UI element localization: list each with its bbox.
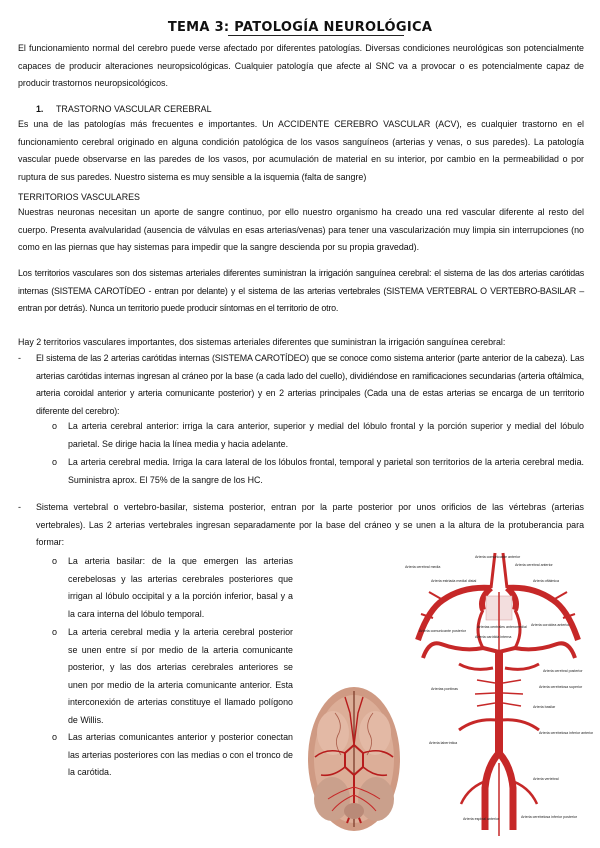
vertebral-item-basilar: La arteria basilar: de la que emergen las arterias cerebelosas y las arterias cerebrales posteriores que irrigan al lóbulo occipital y a la porción inferior, basal y a la cara interna del lóbulo temporal. <box>68 556 293 619</box>
circle-of-willis-diagram <box>403 548 593 838</box>
label-carotida-interna: Arteria carótida interna <box>475 635 512 639</box>
sub-bullet-marker: o <box>52 457 58 467</box>
sub-bullet-marker: o <box>52 732 58 742</box>
page-title: TEMA 3: PATOLOGÍA NEUROLÓGICA <box>167 20 433 35</box>
carotideo-text: El sistema de las 2 arterias carótidas internas (SISTEMA CAROTÍDEO) que se conoce como sistema anterior (parte anterior de la cabeza). Las arterias carótidas internas ingresan al cráneo por la base (a cada lado del cuello), dividiéndose en ramificaciones secundarias (arteria oftálmica, arteria coroidal anterior y arteria comunicante posterior) y en 2 arterias principales (Cada una de estas arterias se encarga de un territorio diferente del cerebro): <box>36 353 584 416</box>
vertebral-item-willis: La arteria cerebral media y la arteria cerebral posterior se unen entre sí por medio de la arteria comunicante posterior, y las dos arterias cerebrales anteriores se unen por medio de la arteria comunicante anterior. Esta interconexión de arterias constituye el llamado polígono de Willis. <box>68 627 293 725</box>
label-laberintica: Arteria laberíntica <box>429 741 458 745</box>
label-pontinas: Arterias pontinas <box>431 687 458 691</box>
label-vertebral: Arteria vertebral <box>533 777 559 781</box>
label-espinal-anterior: Arteria espinal anterior <box>463 817 500 821</box>
label-cerebral-media: Arteria cerebral media <box>405 565 441 569</box>
label-comunicante-posterior: Arteria comunicante posterior <box>419 629 466 633</box>
hay-paragraph: Hay 2 territorios vasculares importantes, dos sistemas arteriales diferentes que suministran la irrigación sanguínea cerebral: <box>18 337 506 347</box>
label-cerebral-anterior: Arteria cerebral anterior <box>515 563 553 567</box>
section-number: 1. <box>36 104 44 114</box>
title-underline <box>228 35 404 36</box>
label-cerebelosa-inferior-anterior: Arteria cerebelosa inferior anterior <box>539 731 593 735</box>
vertebral-text: Sistema vertebral o vertebro-basilar, sistema posterior, entran por la parte posterior por unos orificios de las vértebras (arterias vertebrales). Las 2 arterias vertebrales ingresan separadamente por la base del cráneo y se unen a la altura de la protuberancia para formar: <box>36 502 584 547</box>
intro-paragraph: El funcionamiento normal del cerebro puede verse afectado por diferentes patologías. Diversas condiciones neurológicas son potencialmente capaces de producir alteraciones neuropsicológicas. Cualquier patología que afecte al SNC va a provocar o es potencialmente capaz de producir trastornos neuropsicológicos. <box>18 43 584 88</box>
label-cerebelosa-inferior-posterior: Arteria cerebelosa inferior posterior <box>521 815 578 819</box>
section1-paragraph: Es una de las patologías más frecuentes e importantes. Un ACCIDENTE CEREBRO VASCULAR (ACV), es cualquier trastorno en el funcionamiento cerebral originado en alguna condición patológica de los vasos sanguíneos (arterias y venas, o sus paredes). La patología vascular puede observarse en las paredes de los vasos, por acumulación de material en su interior, por cambio en la permeabilidad o por ruptura de sus paredes. Nuestro sistema es muy sensible a la isquemia (falta de sangre) <box>18 119 584 182</box>
brain-base-photo <box>305 683 403 833</box>
label-estriada-medial: Arteria estriada medial distal <box>431 579 477 583</box>
list-dash-carotideo: - <box>18 353 21 363</box>
label-centrales-anteromedial: Arterias centrales anteromedial <box>477 625 527 629</box>
label-comunicante-anterior: Arteria comunicante anterior <box>475 555 521 559</box>
label-oftalmica: Arteria oftálmica <box>533 579 559 583</box>
territorios-paragraph: Nuestras neuronas necesitan un aporte de sangre continuo, por ello nuestro organismo ha creado una red vascular diferente al resto del cuerpo. Presenta avalvularidad (ausencia de válvulas en esas arterias/venas) para tener una vascularización muy limpia sin interrupciones (no como en las piernas que hay sistemas para impedir que la sangre descienda por su propia gravedad). <box>18 207 584 252</box>
carotideo-item-media: La arteria cerebral media. Irriga la cara lateral de los lóbulos frontal, temporal y parietal son territorios de la arteria cerebral media. Suministra aprox. El 75% de la sangre de los HC. <box>68 457 584 485</box>
sub-bullet-marker: o <box>52 556 58 566</box>
sistemas-paragraph: Los territorios vasculares son dos sistemas arteriales diferentes suministran la irrigación sanguínea cerebral: el sistema de las dos arterias carótidas internas (SISTEMA CAROTÍDEO - entran por delante) y el sistema de las arterias vertebrales (SISTEMA VERTEBRAL O VERTEBRO-BASILAR – entran por detrás). Nunca un territorio puede producir síntomas en el territorio de otro. <box>18 268 584 313</box>
list-dash-vertebral: - <box>18 502 21 512</box>
sub-bullet-marker: o <box>52 627 58 637</box>
label-cerebelosa-superior: Arteria cerebelosa superior <box>539 685 583 689</box>
label-basilar: Arteria basilar <box>533 705 556 709</box>
sub-bullet-marker: o <box>52 421 58 431</box>
section-heading: TRASTORNO VASCULAR CEREBRAL <box>56 104 212 114</box>
carotideo-item-anterior: La arteria cerebral anterior: irriga la cara anterior, superior y medial del lóbulo frontal y la porción superior y medial del lóbulo parietal. Se dirige hacia la línea media y hacia adelante. <box>68 421 584 449</box>
subheading-territorios: TERRITORIOS VASCULARES <box>18 192 140 202</box>
label-coroidea-anterior: Arteria coroidea anterior <box>531 623 570 627</box>
label-cerebral-posterior: Arteria cerebral posterior <box>543 669 583 673</box>
vertebral-item-comunicantes: Las arterias comunicantes anterior y posterior conectan las arterias posteriores con las medias o con el tronco de la carótida. <box>68 732 293 777</box>
